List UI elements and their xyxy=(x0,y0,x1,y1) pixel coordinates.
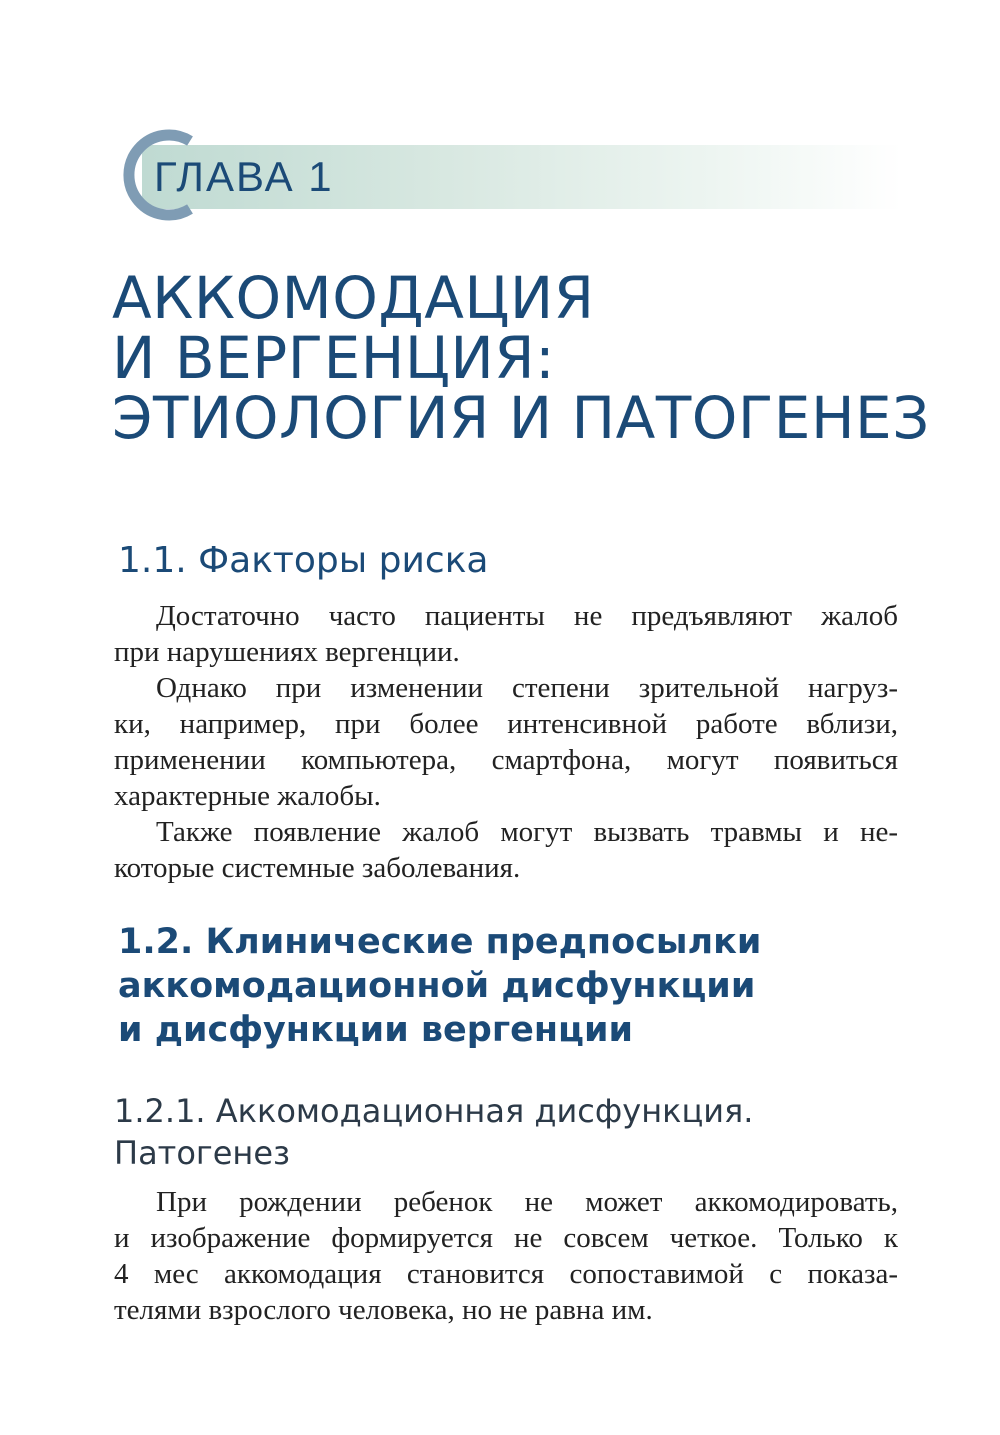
paragraph-line: применении компьютера, смартфона, могут появиться xyxy=(114,744,898,776)
subsection-heading-line: Патогенез xyxy=(114,1134,291,1172)
section-heading-1-1: 1.1. Факторы риска xyxy=(118,540,489,581)
paragraph-line: ки, например, при более интенсивной работе вблизи, xyxy=(114,708,898,740)
paragraph xyxy=(114,814,898,886)
section-heading-line: и дисфункции вергенции xyxy=(118,1010,634,1050)
section-heading-line: 1.2. Клинические предпосылки xyxy=(118,922,762,962)
paragraph-line: характерные жалобы. xyxy=(114,780,381,812)
paragraph-line: Однако при изменении степени зрительной нагруз- xyxy=(156,672,898,704)
paragraph-line: телями взрослого человека, но не равна им. xyxy=(114,1294,653,1326)
paragraph-line: Также появление жалоб могут вызвать травмы и не- xyxy=(156,816,898,848)
chapter-title-line: И ВЕРГЕНЦИЯ: xyxy=(112,324,556,392)
chapter-label: ГЛАВА 1 xyxy=(154,153,334,200)
paragraph xyxy=(114,670,898,814)
chapter-banner xyxy=(112,125,902,225)
chapter-title-line: АККОМОДАЦИЯ xyxy=(112,264,595,332)
subsection-heading-1-2-1 xyxy=(114,1090,753,1174)
paragraph-line: 4 мес аккомодация становится сопоставимой с показа- xyxy=(114,1258,898,1290)
paragraph-line: и изображение формируется не совсем четкое. Только к xyxy=(114,1222,898,1254)
paragraph-line: которые системные заболевания. xyxy=(114,852,521,884)
chapter-title xyxy=(112,264,930,452)
subsection-heading-line: 1.2.1. Аккомодационная дисфункция. xyxy=(114,1092,754,1130)
paragraph-line: Достаточно часто пациенты не предъявляют жалоб xyxy=(156,600,898,632)
section-heading-line: аккомодационной дисфункции xyxy=(118,966,756,1006)
chapter-title-line: ЭТИОЛОГИЯ И ПАТОГЕНЕЗ xyxy=(112,384,930,452)
paragraph-line: При рождении ребенок не может аккомодировать, xyxy=(156,1186,898,1218)
section-heading-1-2 xyxy=(118,920,761,1052)
paragraph xyxy=(114,598,898,670)
paragraph xyxy=(114,1184,898,1328)
paragraph-line: при нарушениях вергенции. xyxy=(114,636,460,668)
